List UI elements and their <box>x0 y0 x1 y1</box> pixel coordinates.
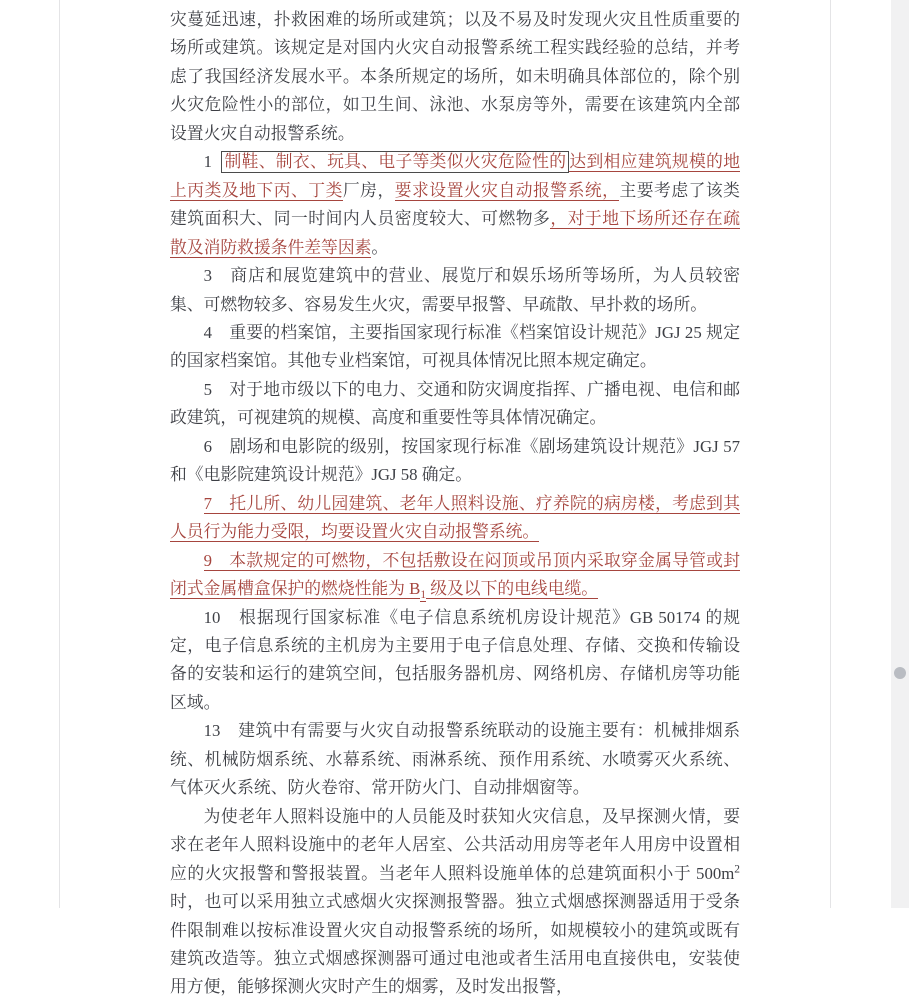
paragraph-elderly-care <box>170 803 740 1002</box>
body-text: 10 根据现行国家标准《电子信息系统机房设计规范》GB 50174 的规定，电子信息系统的主机房为主要用于电子信息处理、存储、交换和传输设备的安装和运行的建筑空间，包括服务器机房、网络机房、存储机房等功能区域。 <box>170 607 740 712</box>
body-text: 5 对于地市级以下的电力、交通和防灾调度指挥、广播电视、电信和邮政建筑，可视建筑的规模、高度和重要性等具体情况确定。 <box>170 379 740 428</box>
superscript-text: 2 <box>734 863 740 875</box>
body-text: 。 <box>371 237 389 257</box>
scrollbar-track[interactable] <box>891 0 909 908</box>
page-left-edge-line <box>59 0 60 908</box>
red-boxed-revision-text: 制鞋、制衣、玩具、电子等类似火灾危险性的 <box>221 151 569 173</box>
scrollbar-thumb[interactable] <box>894 667 906 679</box>
paragraph-item-9 <box>170 547 740 604</box>
body-text: 时，也可以采用独立式感烟火灾探测报警器。独立式烟感探测器适用于受条件限制难以按标准设置火灾自动报警系统的场所，如规模较小的建筑或既有建筑改造等。独立式烟感探测器可通过电池或者生活用电直接供电，安装使用方便，能够探测火灾时产生的烟雾，及时发出报警， <box>170 892 740 997</box>
body-text: 主要考虑了该类建筑面积大、同一时间内人员密度较大、可燃物多 <box>170 180 740 229</box>
body-text: 3 商店和展览建筑中的营业、展览厅和娱乐场所等场所，为人员较密集、可燃物较多、容易发生火灾，需要早报警、早疏散、早扑救的场所。 <box>170 266 740 314</box>
subscript-text: 1 <box>420 589 427 602</box>
paragraph-intro-continuation <box>170 6 740 148</box>
body-text: 为使老年人照料设施中的人员能及时获知火灾信息，及早探测火情，要求在老年人照料设施中的老年人居室、公共活动用房等老年人用房中设置相应的火灾报警和警报装置。当老年人照料设施单体的总建筑面积小于 500m <box>170 806 740 883</box>
red-underlined-revision-text: 级及以下的电线电缆。 <box>426 579 599 599</box>
red-underlined-revision-text: 9 本款规定的可燃物，不包括敷设在闷顶或吊顶内采取穿金属导管或封闭式金属槽盒保护的燃烧性能为 B <box>170 550 740 599</box>
item-number: 1 <box>203 152 212 172</box>
paragraph-item-1 <box>170 148 740 262</box>
body-text: 13 建筑中有需要与火灾自动报警系统联动的设施主要有：机械排烟系统、机械防烟系统、水幕系统、雨淋系统、预作用系统、水喷雾灭火系统、气体灭火系统、防火卷帘、常开防火门、自动排烟窗等。 <box>170 721 740 798</box>
paragraph-item-3 <box>170 262 740 319</box>
body-text: 灾蔓延迅速，扑救困难的场所或建筑；以及不易及时发现火灾且性质重要的场所或建筑。该规定是对国内火灾自动报警系统工程实践经验的总结，并考虑了我国经济发展水平。本条所规定的场所，如未明确具体部位的，除个别火灾危险性小的部位，如卫生间、泳池、水泵房等外，需要在该建筑内全部设置火灾自动报警系统。 <box>170 10 740 143</box>
red-underlined-revision-text: 要求设置火灾自动报警系统， <box>394 180 620 200</box>
page-right-edge-line <box>830 0 831 908</box>
document-text-column <box>170 6 740 1002</box>
paragraph-item-10 <box>170 604 740 718</box>
paragraph-item-6 <box>170 433 740 490</box>
paragraph-item-4 <box>170 319 740 376</box>
red-underlined-revision-text: 7 托儿所、幼儿园建筑、老年人照料设施、疗养院的病房楼，考虑到其人员行为能力受限，均要设置火灾自动报警系统。 <box>170 493 740 542</box>
body-text: 4 重要的档案馆，主要指国家现行标准《档案馆设计规范》JGJ 25 规定的国家档案馆。其他专业档案馆，可视具体情况比照本规定确定。 <box>170 322 740 371</box>
body-text: 6 剧场和电影院的级别，按国家现行标准《剧场建筑设计规范》JGJ 57 和《电影院建筑设计规范》JGJ 58 确定。 <box>170 436 740 485</box>
paragraph-item-5 <box>170 376 740 433</box>
body-text: 厂房， <box>342 180 395 200</box>
red-underlined-revision-text: ，对于地下场所还存在疏散及消防救援条件差等因素 <box>170 209 740 257</box>
paragraph-item-7 <box>170 490 740 547</box>
red-underlined-revision-text: 达到相应建筑规模的地上丙类及地下丙、丁类 <box>170 152 740 200</box>
paragraph-item-13 <box>170 717 740 802</box>
